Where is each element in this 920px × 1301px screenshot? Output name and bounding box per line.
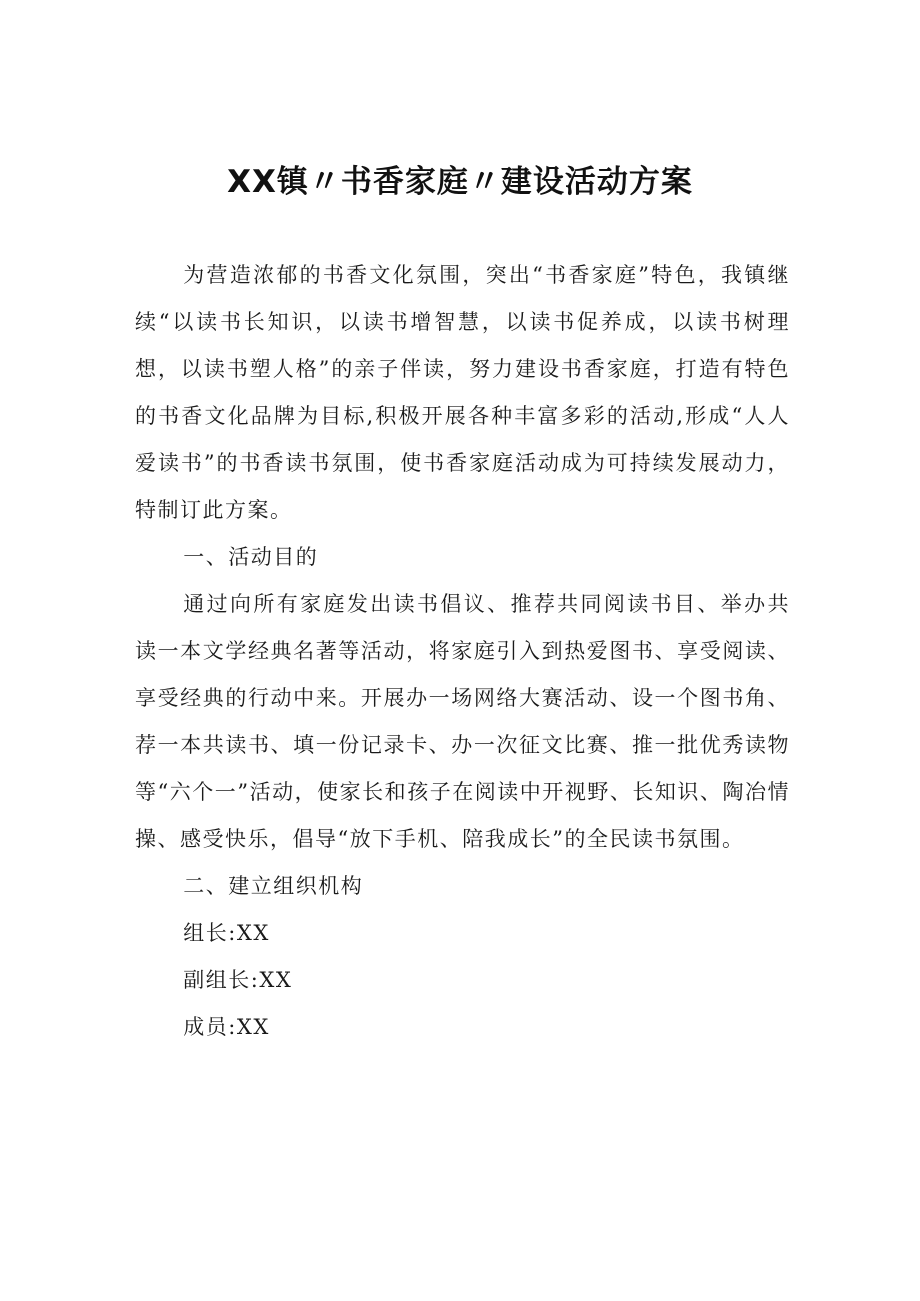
purpose-paragraph: 通过向所有家庭发出读书倡议、推荐共同阅读书目、举办共读一本文学经典名著等活动，将家庭引入到热爱图书、享受阅读、享受经典的行动中来。开展办一场网络大赛活动、设一个图书角、荐一本共读书、填一份记录卡、办一次征文比赛、推一批优秀读物等“六个一”活动，使家长和孩子在阅读中开视野、长知识、陶冶情操、感受快乐，倡导“放下手机、陪我成长”的全民读书氛围。	[135, 592, 790, 851]
document-title: XX镇〃书香家庭〃建设活动方案	[227, 164, 693, 200]
section-heading-organization: 二、建立组织机构	[183, 874, 364, 898]
members-line: 成员:XX	[183, 1015, 270, 1039]
leader-line: 组长:XX	[183, 921, 270, 945]
section-heading-purpose: 一、活动目的	[183, 545, 319, 569]
deputy-leader-line: 副组长:XX	[183, 968, 293, 992]
document-body	[135, 252, 790, 1051]
intro-paragraph: 为营造浓郁的书香文化氛围，突出“书香家庭”特色，我镇继续“以读书长知识，以读书增智慧，以读书促养成，以读书树理想，以读书塑人格”的亲子伴读，努力建设书香家庭，打造有特色的书香文化品牌为目标,积极开展各种丰富多彩的活动,形成“人人爱读书”的书香读书氛围，使书香家庭活动成为可持续发展动力，特制订此方案。	[135, 263, 790, 522]
